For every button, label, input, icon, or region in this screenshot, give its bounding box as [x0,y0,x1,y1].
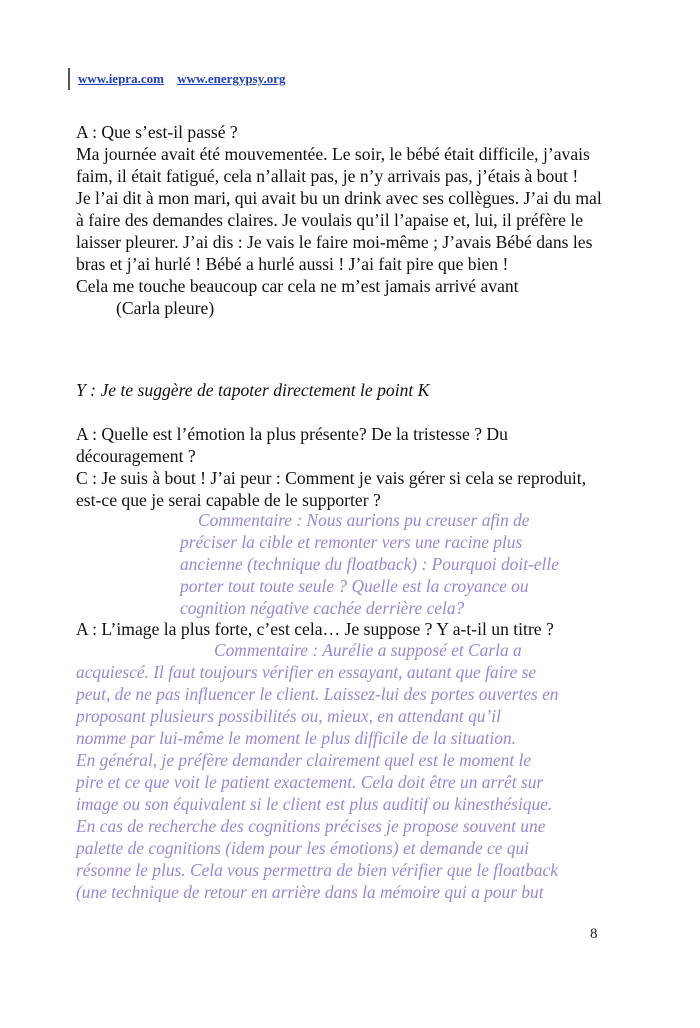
question-2: A : Quelle est l’émotion la plus présente? De la tristesse ? Du découragement ? [76,424,508,466]
energypsy-link[interactable]: www.energypsy.org [177,71,286,86]
comment-line: peut, de ne pas influencer le client. Laissez-lui des portes ouvertes en [76,684,559,704]
comment-line: nomme par lui-même le moment le plus difficile de la situation. [76,728,517,748]
page-header [68,68,296,90]
client-response: C : Je suis à bout ! J’ai peur : Comment je vais gérer si cela se reproduit, est-ce que je serai capable de le supporter ? [76,468,587,510]
suggestion-text: Y : Je te suggère de tapoter directement le point K [76,380,430,400]
comment-line: pire et ce que voit le patient exactement. Cela doit être un arrêt sur [76,772,544,792]
comment-line: En cas de recherche des cognitions précises je propose souvent une [76,816,546,836]
answer-3: Cela me touche beaucoup car cela ne m’est jamais arrivé avant [76,276,519,296]
comment-line: acquiescé. Il faut toujours vérifier en essayant, autant que faire se [76,662,537,682]
dialogue-block-2 [76,423,606,511]
comment-2 [76,639,606,903]
page-number: 8 [590,926,598,942]
question-1: A : Que s’est-il passé ? [76,122,238,142]
answer-2: Je l’ai dit à mon mari, qui avait bu un drink avec ses collègues. J’ai du mal à faire des demandes claires. Je voulais qu’il l’apaise et, lui, il préfère le laisser pleurer. J’ai dis : Je vais le faire moi-même ; J’avais Bébé dans les bras et j’ai hurlé ! Bébé a hurlé aussi ! J’ai fait pire que bien ! [76,188,602,274]
comment-line: image ou son équivalent si le client est plus auditif ou kinesthésique. [76,794,553,814]
comment-line: porter tout toute seule ? Quelle est la croyance ou [180,576,529,596]
stage-note: (Carla pleure) [116,298,215,318]
dialogue-block-1 [76,121,606,319]
comment-line: ancienne (technique du floatback) : Pourquoi doit-elle [180,554,559,574]
dialogue-block-3 [76,618,606,640]
iepra-link[interactable]: www.iepra.com [78,71,164,86]
comment-line: Commentaire : Aurélie a supposé et Carla a [214,640,522,660]
comment-line: proposant plusieurs possibilités ou, mieux, en attendant qu’il [76,706,501,726]
comment-line: palette de cognitions (idem pour les émotions) et demande ce qui [76,838,530,858]
comment-line: En général, je préfère demander clairement quel est le moment le [76,750,532,770]
comment-line: résonne le plus. Cela vous permettra de bien vérifier que le floatback [76,860,558,880]
comment-line: (une technique de retour en arrière dans la mémoire qui a pour but [76,882,544,902]
answer-1: Ma journée avait été mouvementée. Le soir, le bébé était difficile, j’avais faim, il était fatigué, cela n’allait pas, je n’y arrivais pas, j’étais à bout ! [76,144,590,186]
comment-1 [180,509,580,619]
comment-line: cognition négative cachée derrière cela? [180,598,465,618]
facilitator-suggestion [76,379,606,401]
question-3: A : L’image la plus forte, c’est cela… Je suppose ? Y a-t-il un titre ? [76,619,554,639]
comment-line: Commentaire : Nous aurions pu creuser afin de [198,510,530,530]
comment-line: préciser la cible et remonter vers une racine plus [180,532,523,552]
